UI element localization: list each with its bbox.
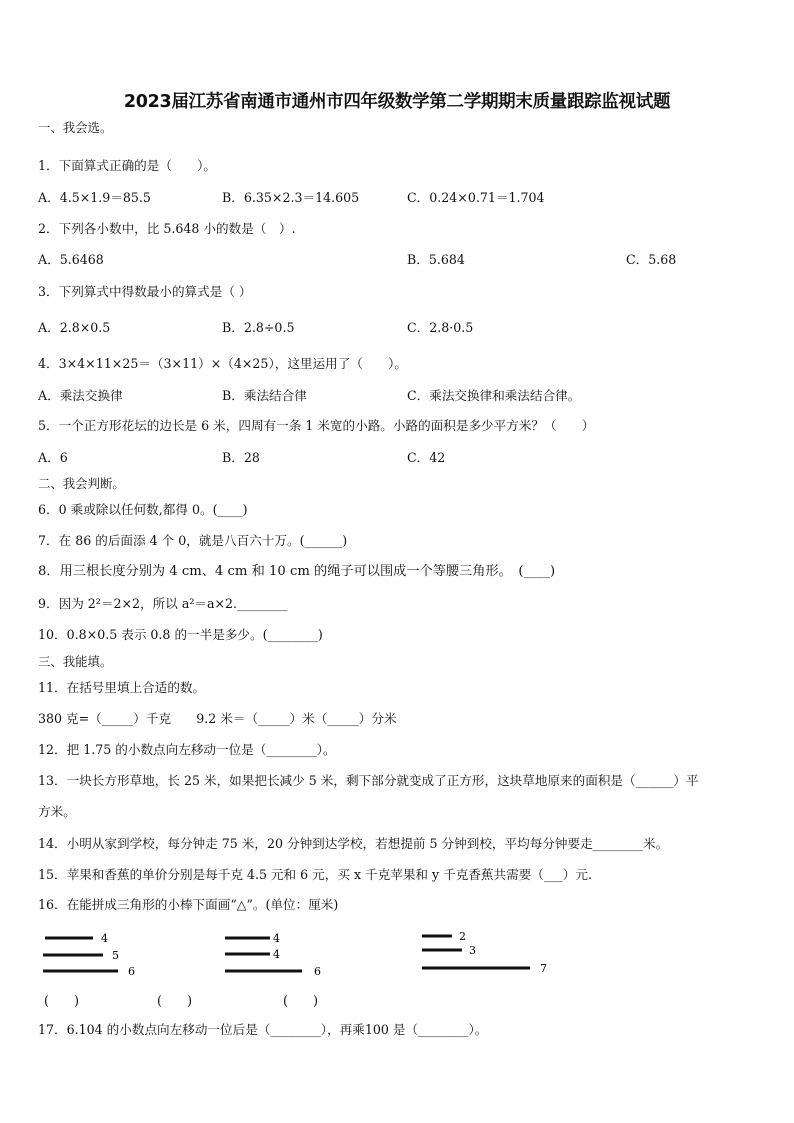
- question-2-option-a: A．5.6468: [38, 252, 104, 267]
- question-9: 9．因为 2²＝2×2，所以 a²＝a×2.________: [38, 596, 288, 611]
- question-13: 13．一块长方形草地，长 25 米，如果把长减少 5 米，剩下部分就变成了正方形，这块草地原来的面积是（______）平: [38, 773, 699, 788]
- section-2-heading: 二、我会判断。: [38, 476, 125, 491]
- stick-1-2-label: 5: [112, 949, 119, 962]
- question-6: 6．0 乘或除以任何数,都得 0。(____): [38, 502, 248, 517]
- question-3-option-a: A．2.8×0.5: [38, 320, 111, 335]
- question-1-option-b: B．6.35×2.3＝14.605: [222, 190, 360, 205]
- stick-3-2-label: 3: [469, 944, 476, 957]
- question-5-option-a: A．6: [38, 450, 68, 465]
- question-4-option-c: C．乘法交换律和乘法结合律。: [407, 388, 581, 403]
- stick-group-2: [225, 932, 321, 978]
- question-1-option-c: C．0.24×0.71＝1.704: [407, 190, 545, 205]
- question-4-option-a: A．乘法交换律: [38, 388, 123, 403]
- stick-3-3-label: 7: [540, 962, 547, 975]
- stick-2-3-label: 6: [314, 965, 321, 978]
- stick-2-1-label: 4: [273, 932, 280, 945]
- stick-group-3: [422, 930, 547, 975]
- question-11: 11．在括号里填上合适的数。: [38, 680, 206, 695]
- question-7: 7．在 86 的后面添 4 个 0，就是八百六十万。(______): [38, 533, 348, 548]
- question-17: 17．6.104 的小数点向左移动一位后是（________），再乘100 是（________）。: [38, 1022, 488, 1037]
- question-5: 5．一个正方形花坛的边长是 6 米，四周有一条 1 米宽的小路。小路的面积是多少平方米？（ ）: [38, 418, 595, 433]
- question-14: 14．小明从家到学校，每分钟走 75 米，20 分钟到达学校，若想提前 5 分钟到校，平均每分钟要走________米。: [38, 836, 669, 851]
- stick-figures: [0, 920, 794, 985]
- question-4-option-b: B．乘法结合律: [222, 388, 307, 403]
- question-3-option-c: C．2.8·0.5: [407, 320, 474, 335]
- question-3: 3．下列算式中得数最小的算式是（ ）: [38, 284, 252, 299]
- answer-paren-1: ( ): [44, 993, 80, 1008]
- question-3-option-b: B．2.8÷0.5: [222, 320, 295, 335]
- stick-1-3-label: 6: [128, 965, 135, 978]
- question-15: 15．苹果和香蕉的单价分别是每千克 4.5 元和 6 元，买 x 千克苹果和 y 千克香蕉共需要（___）元.: [38, 867, 592, 882]
- question-12: 12．把 1.75 的小数点向左移动一位是（________）。: [38, 742, 336, 757]
- question-2-option-b: B．5.684: [407, 252, 465, 267]
- section-3-heading: 三、我能填。: [38, 654, 113, 669]
- question-5-option-c: C．42: [407, 450, 446, 465]
- question-11-blanks: 380 克=（_____）千克 9.2 米＝（_____）米（_____）分米: [38, 711, 397, 726]
- answer-paren-2: ( ): [157, 993, 193, 1008]
- question-10: 10．0.8×0.5 表示 0.8 的一半是多少。(________): [38, 627, 323, 642]
- question-2: 2．下列各小数中，比 5.648 小的数是（ ）.: [38, 221, 296, 236]
- stick-3-1-label: 2: [459, 930, 466, 943]
- stick-group-1: [43, 932, 135, 978]
- stick-2-2-label: 4: [273, 948, 280, 961]
- question-1-option-a: A．4.5×1.9＝85.5: [38, 190, 151, 205]
- question-8: 8．用三根长度分别为 4 cm、4 cm 和 10 cm 的绳子可以围成一个等腰三角形。 (____): [38, 564, 556, 579]
- question-16: 16．在能拼成三角形的小棒下面画“△”。(单位：厘米): [38, 897, 339, 912]
- answer-paren-3: ( ): [283, 993, 319, 1008]
- question-5-option-b: B．28: [222, 450, 260, 465]
- section-1-heading: 一、我会选。: [38, 120, 113, 135]
- question-1: 1．下面算式正确的是（ ）。: [38, 158, 217, 173]
- page-title: 2023届江苏省南通市通州市四年级数学第二学期期末质量跟踪监视试题: [123, 92, 671, 112]
- stick-1-1-label: 4: [101, 932, 108, 945]
- question-2-option-c: C．5.68: [626, 252, 677, 267]
- question-4: 4．3×4×11×25＝（3×11）×（4×25），这里运用了（ ）。: [38, 356, 407, 371]
- question-13-continued: 方米。: [38, 804, 76, 819]
